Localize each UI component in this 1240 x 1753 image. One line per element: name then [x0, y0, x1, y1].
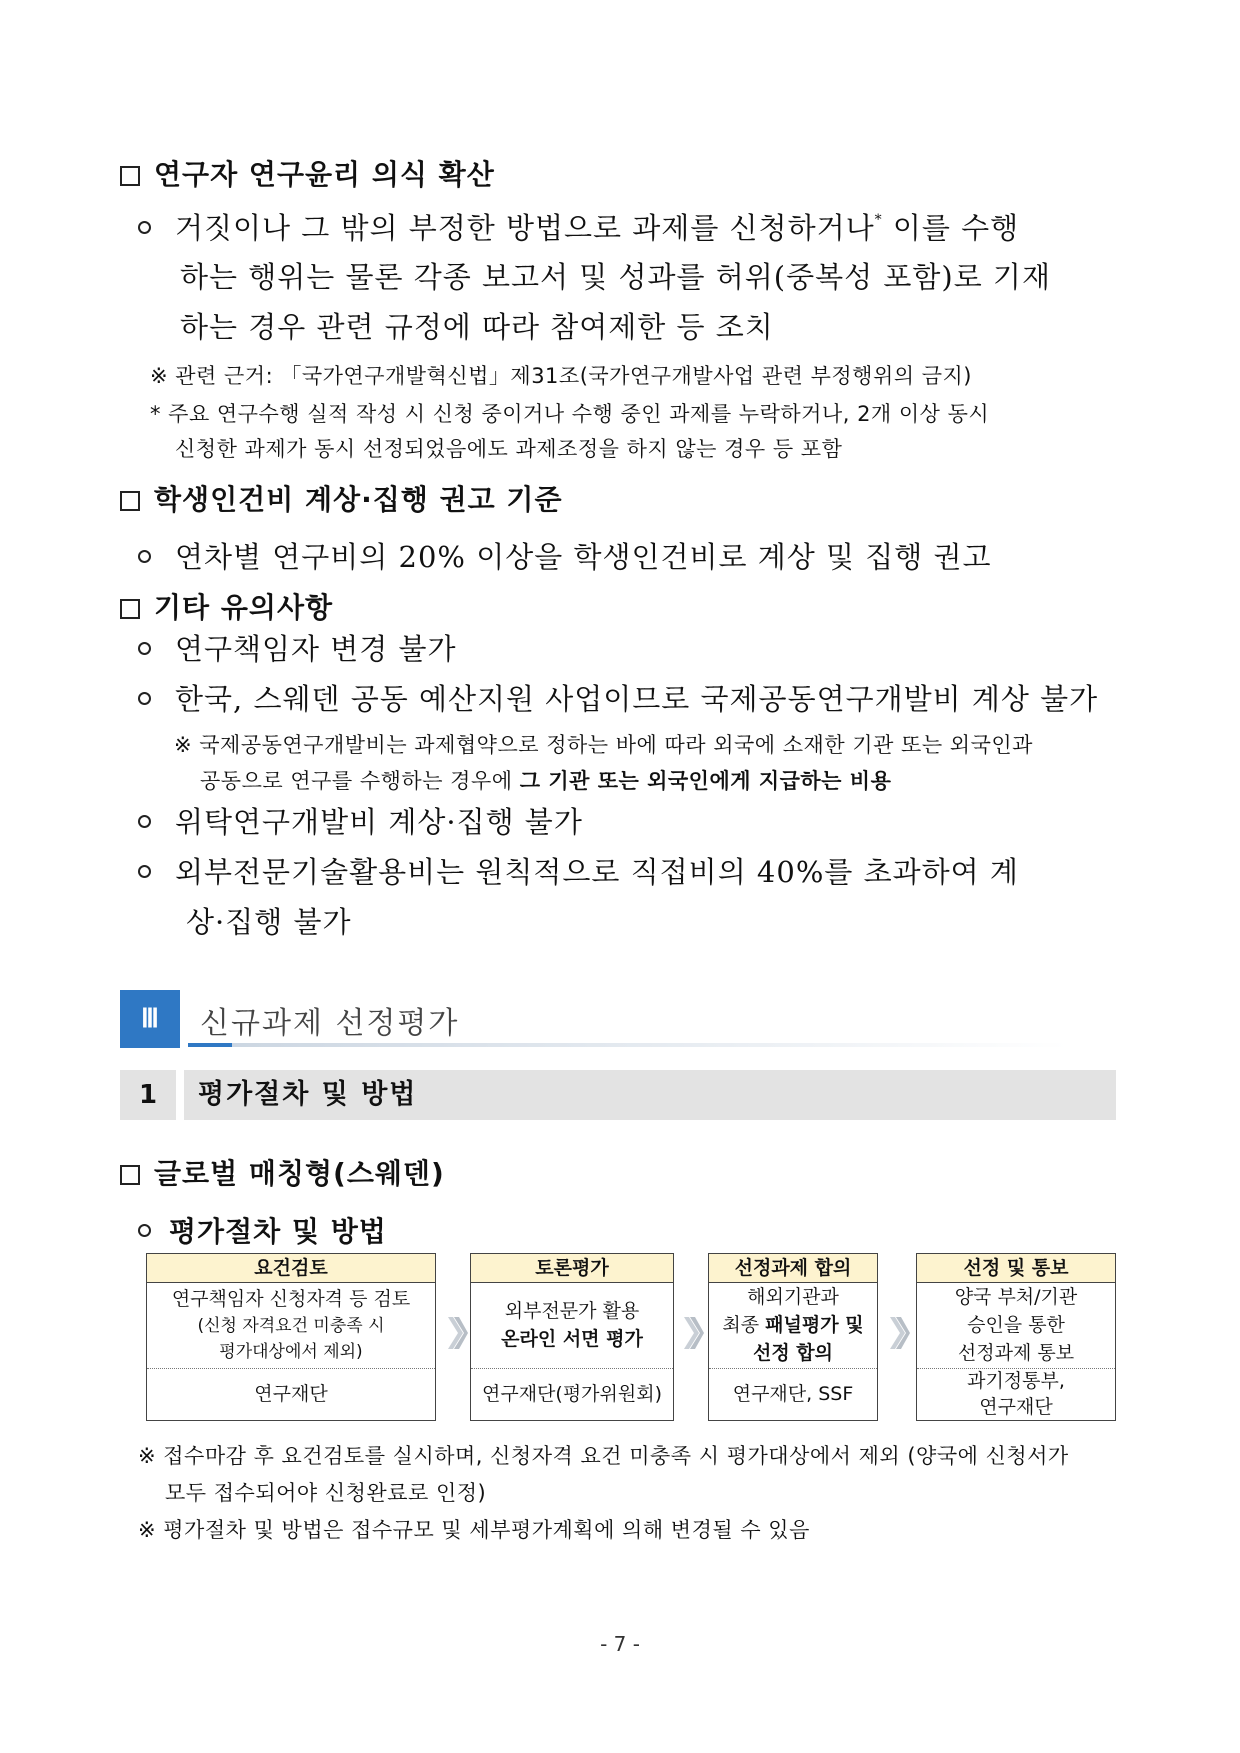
other-bullet-4-line1: 외부전문기술활용비는 원칙적으로 직접비의 40%를 초과하여 계: [138, 850, 1019, 891]
stage-description: 연구책임자 신청자격 등 검토 (신청 자격요건 미충족 시 평가대상에서 제외): [147, 1282, 435, 1369]
ethics-heading: 연구자 연구윤리 의식 확산: [120, 153, 495, 193]
global-matching-heading: 글로벌 매칭형(스웨덴): [120, 1152, 445, 1192]
checkbox-square-icon: [120, 166, 140, 186]
checkbox-square-icon: [120, 1165, 140, 1185]
stage-organization: 연구재단(평가위원회): [481, 1383, 662, 1405]
ethics-bullet-line2: 하는 행위는 물론 각종 보고서 및 성과를 허위(중복성 포함)로 기재: [180, 260, 1051, 294]
stage-description: 외부전문가 활용 온라인 서면 평가: [471, 1282, 673, 1369]
stage-title: 요건검토: [147, 1254, 435, 1283]
flow-arrow-icon: [888, 1313, 910, 1353]
student-labor-bullet: 연차별 연구비의 20% 이상을 학생인건비로 계상 및 집행 권고: [138, 535, 992, 576]
flow-arrow-icon: [446, 1313, 468, 1353]
stage-title: 선정 및 통보: [917, 1254, 1115, 1283]
section-title: 신규과제 선정평가: [200, 1006, 460, 1041]
checkbox-square-icon: [120, 491, 140, 511]
subsection-title: 평가절차 및 방법: [184, 1070, 1116, 1120]
intl-cost-note-line1: ※ 국제공동연구개발비는 과제협약으로 정하는 바에 따라 외국에 소재한 기관 또는 외국인과: [174, 733, 1033, 757]
stage-selection-agreement: [708, 1253, 878, 1421]
stage-organization: 연구재단: [254, 1383, 328, 1405]
bullet-circle-icon: [138, 865, 151, 878]
bullet-circle-icon: [138, 221, 151, 234]
bullet-circle-icon: [138, 550, 151, 563]
stage-title: 토론평가: [471, 1254, 673, 1283]
section-divider: [188, 1043, 1068, 1047]
procedure-footnote-1-line1: ※ 접수마감 후 요건검토를 실시하며, 신청자격 요건 미충족 시 평가대상에서 제외 (양국에 신청서가: [138, 1444, 1069, 1468]
other-bullet-2: 한국, 스웨덴 공동 예산지원 사업이므로 국제공동연구개발비 계상 불가: [138, 677, 1098, 718]
other-bullet-4-line2: 상·집행 불가: [186, 905, 352, 939]
bullet-circle-icon: [138, 1224, 151, 1237]
procedure-footnote-1-line2: 모두 접수되어야 신청완료로 인정): [165, 1481, 487, 1505]
procedure-footnote-2: ※ 평가절차 및 방법은 접수규모 및 세부평가계획에 의해 변경될 수 있음: [138, 1518, 810, 1542]
stage-organization: 과기정통부, 연구재단: [967, 1370, 1065, 1418]
stage-description: 양국 부처/기관 승인을 통한 선정과제 통보: [917, 1282, 1115, 1369]
bullet-circle-icon: [138, 815, 151, 828]
other-bullet-3: 위탁연구개발비 계상·집행 불가: [138, 800, 583, 841]
other-bullet-1: 연구책임자 변경 불가: [138, 627, 457, 668]
student-labor-heading: 학생인건비 계상·집행 권고 기준: [120, 478, 563, 518]
intl-cost-note-line2: 공동으로 연구를 수행하는 경우에 그 기관 또는 외국인에게 지급하는 비용: [200, 769, 892, 793]
section-badge: Ⅲ: [120, 990, 180, 1048]
ethics-bullet-line1: 거짓이나 그 밖의 부정한 방법으로 과제를 신청하거나* 이를 수행: [138, 206, 1019, 247]
checkbox-square-icon: [120, 599, 140, 619]
other-notes-heading: 기타 유의사항: [120, 586, 333, 626]
stage-requirement-review: [146, 1253, 436, 1421]
bullet-circle-icon: [138, 642, 151, 655]
section-divider-accent: [188, 1043, 232, 1047]
subsection-bar: [120, 1070, 1116, 1120]
ethics-footnote-line2: 신청한 과제가 동시 선정되었음에도 과제조정을 하지 않는 경우 등 포함: [175, 437, 843, 461]
procedure-heading: 평가절차 및 방법: [138, 1210, 387, 1250]
stage-selection-notification: [916, 1253, 1116, 1421]
stage-description: 해외기관과 최종 패널평가 및 선정 합의: [709, 1282, 877, 1369]
stage-title: 선정과제 합의: [709, 1254, 877, 1283]
page-number: - 7 -: [600, 1632, 640, 1656]
bullet-circle-icon: [138, 692, 151, 705]
stage-discussion-evaluation: [470, 1253, 674, 1421]
stage-organization: 연구재단, SSF: [732, 1383, 854, 1405]
ethics-legal-basis-note: ※ 관련 근거: 「국가연구개발혁신법」제31조(국가연구개발사업 관련 부정행위의 금지): [150, 364, 972, 388]
ethics-bullet-line3: 하는 경우 관련 규정에 따라 참여제한 등 조치: [180, 310, 774, 344]
ethics-footnote-line1: * 주요 연구수행 실적 작성 시 신청 중이거나 수행 중인 과제를 누락하거나, 2개 이상 동시: [150, 402, 990, 426]
subsection-number: 1: [120, 1070, 176, 1120]
flow-arrow-icon: [682, 1313, 704, 1353]
